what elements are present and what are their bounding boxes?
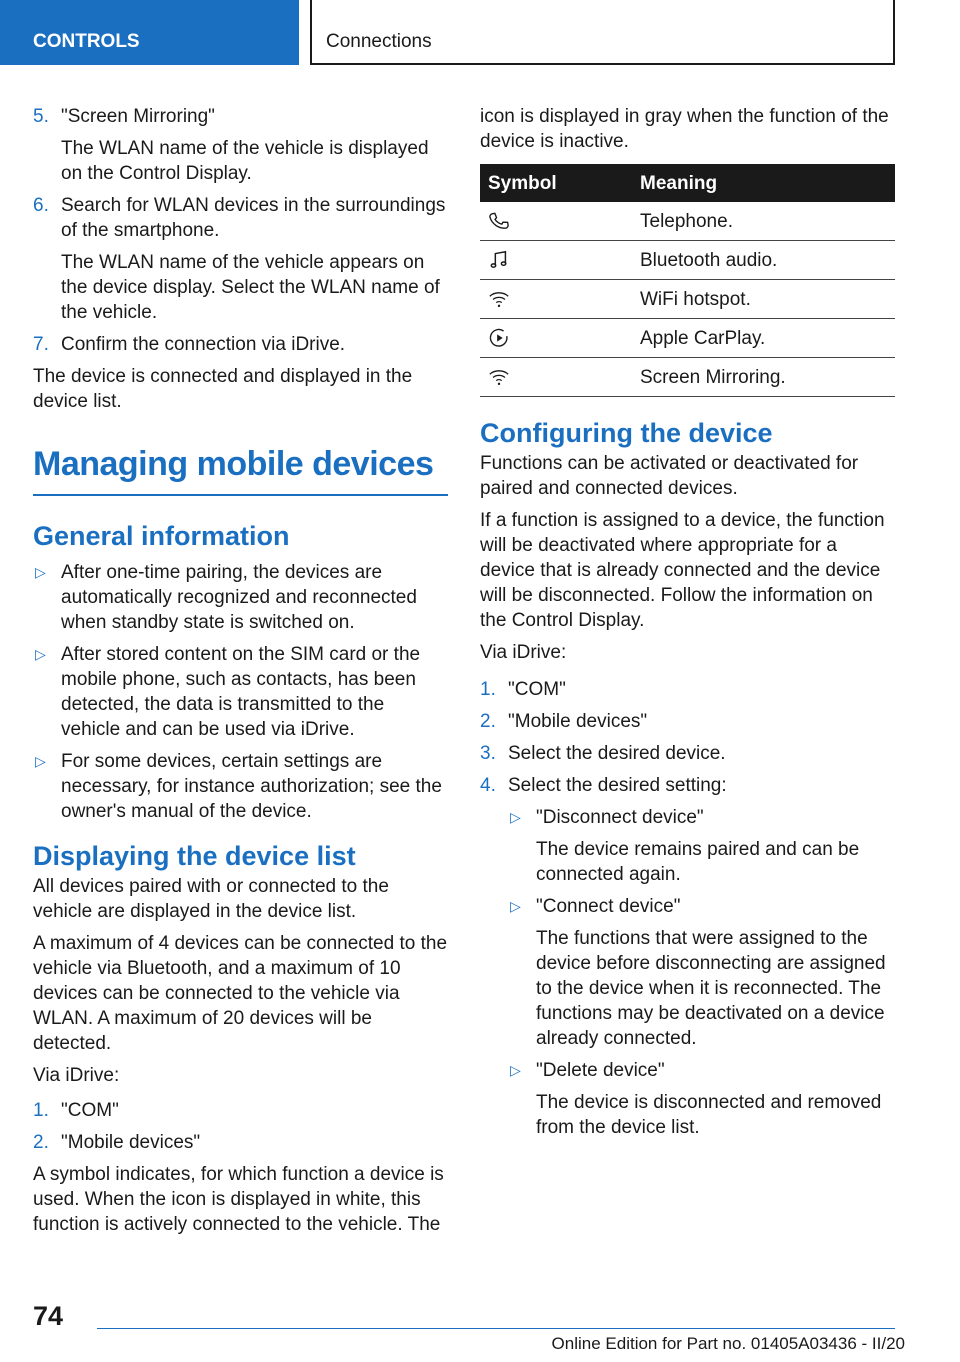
paragraph: icon is displayed in gray when the function of the device is inactive. xyxy=(480,106,889,152)
paragraph: If a function is assigned to a device, the function will be deactivated where appropriate for a device that is already connected and the device will be disconnected. Follow the information on the Control Display. xyxy=(480,510,885,631)
paragraph: All devices paired with or connected to the vehicle are displayed in the device list. xyxy=(33,876,389,922)
page-number: 74 xyxy=(33,1301,64,1331)
bullet-text: After stored content on the SIM card or the mobile phone, such as contacts, has been detected, the data is transmitted to the vehicle and can be used via iDrive. xyxy=(61,644,421,740)
symbol-cell xyxy=(480,358,632,397)
step-number: 1. xyxy=(33,1100,49,1121)
step-text: Select the desired device. xyxy=(508,743,726,764)
step-subtext: The WLAN name of the vehicle appears on the device display. Select the WLAN name of the vehicle. xyxy=(61,252,440,323)
setting-label: "Disconnect device" xyxy=(536,807,704,828)
header-divider-right xyxy=(893,0,895,65)
bullet-icon: ▷ xyxy=(510,898,521,914)
meaning-cell: WiFi hotspot. xyxy=(632,280,895,319)
setting-description: The functions that were assigned to the device before disconnecting are assigned to the device when it is reconnected. The functions may be deactivated on a device already connected. xyxy=(536,928,886,1049)
bullet-item xyxy=(33,642,448,742)
setting-description: The device is disconnected and removed from the device list. xyxy=(536,1092,882,1138)
table-row xyxy=(480,202,895,241)
meaning-cell: Telephone. xyxy=(632,202,895,241)
bullet-icon: ▷ xyxy=(35,753,46,769)
bullet-icon: ▷ xyxy=(35,646,46,662)
meaning-cell: Apple CarPlay. xyxy=(632,319,895,358)
symbol-cell xyxy=(480,241,632,280)
music-note-icon xyxy=(488,249,510,271)
step-number: 5. xyxy=(33,106,49,127)
column-header-symbol: Symbol xyxy=(480,164,632,202)
step-text: Select the desired setting: xyxy=(508,775,727,796)
header-divider xyxy=(310,0,312,65)
paragraph: Via iDrive: xyxy=(33,1065,120,1086)
subsection-heading: Configuring the device xyxy=(480,418,773,448)
symbol-cell xyxy=(480,319,632,358)
table-row xyxy=(480,319,895,358)
step-text: "COM" xyxy=(61,1100,119,1121)
step-text: "Screen Mirroring" xyxy=(61,106,215,127)
paragraph: The device is connected and displayed in the device list. xyxy=(33,366,413,412)
bullet-item xyxy=(33,560,448,635)
table-row xyxy=(480,358,895,397)
step-item xyxy=(33,1098,448,1123)
symbol-table xyxy=(480,164,895,397)
step-item xyxy=(480,773,895,1140)
bullet-text: For some devices, certain settings are necessary, for instance authorization; see the owner's manual of the device. xyxy=(61,751,442,822)
setting-item xyxy=(508,894,895,1051)
step-item xyxy=(33,332,448,357)
step-item xyxy=(33,104,448,186)
step-item xyxy=(480,741,895,766)
step-number: 3. xyxy=(480,743,496,764)
step-text: Search for WLAN devices in the surroundings of the smartphone. xyxy=(61,195,446,241)
subsection-heading: Displaying the device list xyxy=(33,841,356,871)
table-header-row xyxy=(480,164,895,202)
paragraph: A symbol indicates, for which function a device is used. When the icon is displayed in white, this function is actively connected to the vehicle. The xyxy=(33,1164,444,1235)
step-number: 4. xyxy=(480,775,496,796)
column-header-meaning: Meaning xyxy=(632,164,895,202)
subsection-heading: General information xyxy=(33,521,290,551)
bullet-item xyxy=(33,749,448,824)
chapter-title: Connections xyxy=(326,31,432,52)
left-column xyxy=(33,104,448,1244)
table-row xyxy=(480,280,895,319)
wifi-icon xyxy=(488,366,510,388)
right-column xyxy=(480,104,895,1147)
setting-label: "Connect device" xyxy=(536,896,681,917)
step-number: 2. xyxy=(480,711,496,732)
step-text: "Mobile devices" xyxy=(61,1132,201,1153)
setting-item xyxy=(508,1058,895,1140)
symbol-cell xyxy=(480,280,632,319)
setting-label: "Delete device" xyxy=(536,1060,665,1081)
paragraph: Via iDrive: xyxy=(480,642,567,663)
step-item xyxy=(33,1130,448,1155)
step-item xyxy=(480,709,895,734)
meaning-cell: Bluetooth audio. xyxy=(632,241,895,280)
table-row xyxy=(480,241,895,280)
setting-description: The device remains paired and can be connected again. xyxy=(536,839,860,885)
edition-note: Online Edition for Part no. 01405A03436 - II/20 xyxy=(551,1334,905,1353)
section-heading: Managing mobile devices xyxy=(33,444,448,496)
step-text: Confirm the connection via iDrive. xyxy=(61,334,346,355)
telephone-icon xyxy=(488,210,510,232)
setting-item xyxy=(508,805,895,887)
wifi-icon xyxy=(488,288,510,310)
step-number: 7. xyxy=(33,334,49,355)
meaning-cell: Screen Mirroring. xyxy=(632,358,895,397)
step-text: "COM" xyxy=(508,679,566,700)
step-item xyxy=(33,193,448,325)
bullet-icon: ▷ xyxy=(510,1062,521,1078)
footer-rule xyxy=(97,1328,895,1329)
step-subtext: The WLAN name of the vehicle is displayed on the Control Display. xyxy=(61,138,429,184)
step-number: 1. xyxy=(480,679,496,700)
section-tab: CONTROLS xyxy=(0,0,299,65)
bullet-icon: ▷ xyxy=(35,564,46,580)
play-circle-icon xyxy=(488,327,510,349)
bullet-text: After one-time pairing, the devices are automatically recognized and reconnected when standby state is switched on. xyxy=(61,562,417,633)
paragraph: Functions can be activated or deactivated for paired and connected devices. xyxy=(480,453,859,499)
step-text: "Mobile devices" xyxy=(508,711,648,732)
bullet-icon: ▷ xyxy=(510,809,521,825)
symbol-cell xyxy=(480,202,632,241)
paragraph: A maximum of 4 devices can be connected to the vehicle via Bluetooth, and a maximum of 10 devices can be connected to the vehicle via WLAN. A maximum of 20 devices will be detected. xyxy=(33,933,448,1054)
step-item xyxy=(480,677,895,702)
step-number: 6. xyxy=(33,195,49,216)
step-number: 2. xyxy=(33,1132,49,1153)
